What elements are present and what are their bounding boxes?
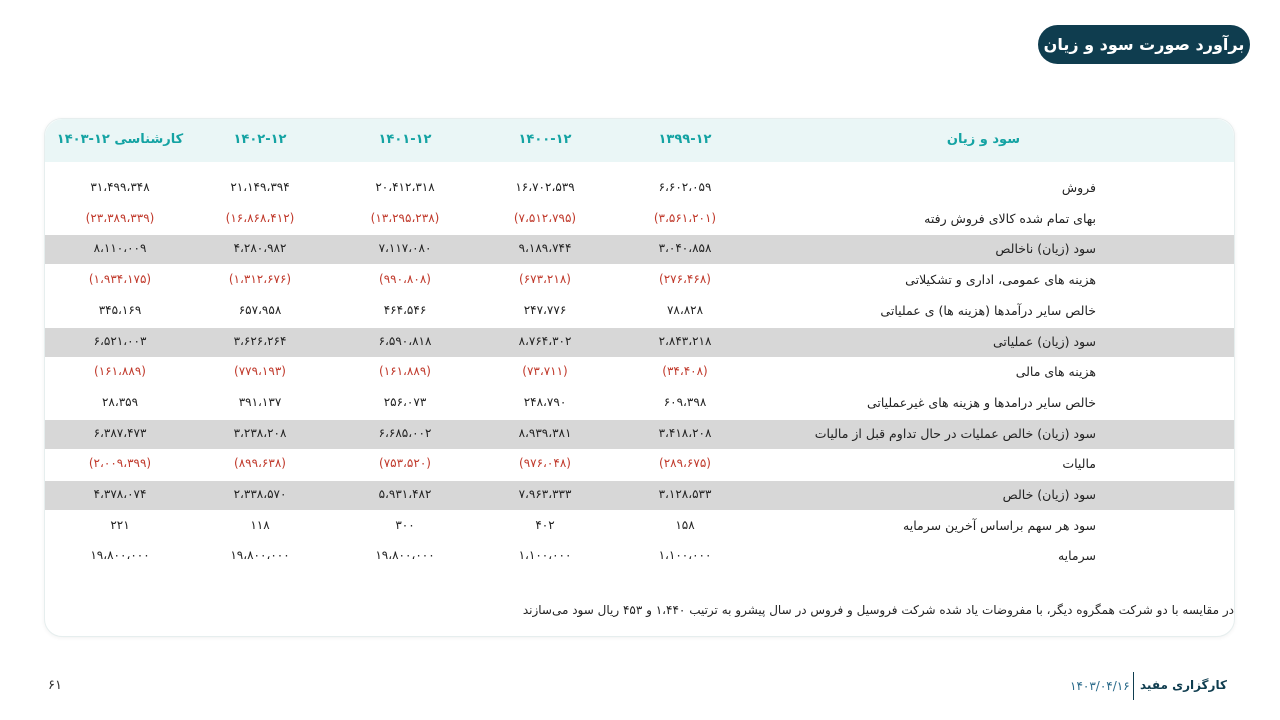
cell-1401: (۹۹۰،۸۰۸) (379, 272, 431, 287)
cell-1402: ۲۱،۱۴۹،۳۹۴ (230, 180, 290, 194)
header-col-1400: ۱۴۰۰-۱۲ (518, 132, 572, 147)
cell-1401: ۶،۶۸۵،۰۰۲ (378, 425, 432, 440)
row-label: سود (زیان) عملیاتی (992, 333, 1096, 349)
cell-1403: ۲۲۱ (110, 517, 130, 532)
cell-1402: (۱،۳۱۲،۶۷۶) (228, 272, 292, 287)
row-label: سرمایه (1057, 548, 1096, 564)
table-row (45, 389, 1234, 418)
table-row (45, 328, 1234, 357)
table-row (45, 512, 1234, 541)
cell-1402: (۱۶،۸۶۸،۴۱۲) (225, 210, 295, 225)
cell-1399: ۶،۶۰۲،۰۵۹ (658, 180, 712, 194)
page-number: ۶۱ (48, 678, 62, 693)
footer-divider (1133, 672, 1134, 700)
table-row (45, 450, 1234, 479)
cell-1399: (۳،۵۶۱،۲۰۱) (653, 210, 717, 225)
table-row (45, 205, 1234, 234)
table-row (45, 358, 1234, 387)
cell-1401: ۲۵۶،۰۷۳ (383, 394, 427, 409)
row-label: هزینه های عمومی، اداری و تشکیلاتی (905, 272, 1096, 288)
table-row (45, 420, 1234, 449)
footnote: در مقایسه با دو شرکت همگروه دیگر، با مفروضات یاد شده شرکت فروسیل و فروس در سال پیشرو به ترتیب ۱،۴۴۰ و ۴۵۳ ریال سود می‌سازند (522, 603, 1234, 617)
table-row (45, 542, 1234, 571)
row-label: خالص سایر درامدها و هزینه های غیرعملیاتی (866, 394, 1096, 410)
cell-1401: ۴۶۴،۵۴۶ (383, 302, 427, 317)
cell-1400: ۷،۹۶۳،۳۳۳ (518, 487, 572, 501)
cell-1400: (۷،۵۱۲،۷۹۵) (513, 210, 577, 225)
cell-1402: (۷۷۹،۱۹۳) (234, 364, 286, 379)
cell-1400: (۶۷۳،۲۱۸) (519, 272, 571, 287)
header-col-1403: کارشناسی ۱۲-۱۴۰۳ (56, 132, 184, 147)
cell-1402: ۳،۶۲۶،۲۶۴ (233, 333, 287, 348)
cell-1399: (۲۸۹،۶۷۵) (659, 456, 711, 471)
cell-1400: ۱۶،۷۰۲،۵۳۹ (515, 180, 575, 194)
cell-1401: ۱۹،۸۰۰،۰۰۰ (375, 548, 435, 563)
cell-1400: ۸،۹۳۹،۳۸۱ (518, 425, 572, 440)
header-col-1399: ۱۳۹۹-۱۲ (658, 132, 712, 147)
cell-1400: (۹۷۶،۰۴۸) (519, 456, 571, 471)
cell-1400: ۱،۱۰۰،۰۰۰ (518, 548, 572, 563)
brand-logo-text: کارگزاری مفید (1140, 678, 1227, 692)
cell-1403: ۲۸،۳۵۹ (101, 394, 139, 409)
cell-1401: (۱۶۱،۸۸۹) (379, 364, 431, 379)
cell-1402: ۱۱۸ (250, 517, 270, 532)
cell-1399: ۲،۸۴۳،۲۱۸ (658, 333, 712, 348)
income-statement-table (44, 118, 1235, 637)
cell-1401: ۷،۱۱۷،۰۸۰ (378, 241, 432, 256)
cell-1400: ۴۰۲ (535, 517, 555, 532)
cell-1403: ۶،۳۸۷،۴۷۳ (93, 425, 147, 440)
row-label: مالیات (1062, 456, 1096, 472)
cell-1399: (۲۷۶،۴۶۸) (659, 272, 711, 287)
cell-1401: (۷۵۳،۵۲۰) (379, 456, 431, 471)
table-row (45, 481, 1234, 510)
page-title: برآورد صورت سود و زیان (1038, 25, 1250, 64)
cell-1401: ۲۰،۴۱۲،۳۱۸ (375, 180, 435, 194)
cell-1403: (۱۶۱،۸۸۹) (94, 364, 146, 379)
row-label: فروش (1061, 180, 1096, 195)
cell-1402: ۶۵۷،۹۵۸ (238, 302, 282, 317)
cell-1401: (۱۳،۲۹۵،۲۳۸) (370, 210, 440, 225)
cell-1399: ۷۸،۸۲۸ (666, 302, 704, 317)
table-header (45, 119, 1234, 162)
cell-1403: (۲۳،۳۸۹،۳۳۹) (85, 210, 155, 225)
cell-1403: (۲،۰۰۹،۳۹۹) (88, 456, 152, 471)
row-label: سود (زیان) خالص (1002, 487, 1096, 502)
row-label: خالص سایر درآمدها (هزینه ها) ی عملیاتی (880, 302, 1096, 318)
row-label: سود (زیان) ناخالص (995, 241, 1096, 257)
cell-1403: ۳۱،۴۹۹،۳۴۸ (90, 180, 150, 194)
cell-1399: ۱۵۸ (675, 517, 695, 532)
cell-1399: ۶۰۹،۳۹۸ (663, 394, 707, 409)
cell-1400: ۲۴۷،۷۷۶ (523, 302, 567, 317)
row-label: سود (زیان) خالص عملیات در حال تداوم قبل از مالیات (814, 425, 1096, 441)
report-date: ۱۴۰۳/۰۴/۱۶ (1070, 679, 1130, 693)
row-label: سود هر سهم براساس آخرین سرمایه (903, 517, 1096, 533)
cell-1400: ۸،۷۶۴،۳۰۲ (518, 333, 572, 348)
cell-1399: ۳،۰۴۰،۸۵۸ (658, 241, 712, 256)
cell-1401: ۳۰۰ (395, 517, 415, 532)
cell-1402: ۴،۲۸۰،۹۸۲ (233, 241, 287, 256)
cell-1399: (۳۴،۴۰۸) (662, 364, 708, 379)
header-col-1402: ۱۴۰۲-۱۲ (233, 132, 287, 147)
cell-1402: ۳،۲۳۸،۲۰۸ (233, 425, 287, 440)
cell-1402: ۳۹۱،۱۳۷ (238, 394, 282, 409)
row-label: بهای تمام شده کالای فروش رفته (924, 210, 1096, 226)
cell-1400: (۷۳،۷۱۱) (522, 364, 568, 379)
table-row (45, 235, 1234, 264)
cell-1400: ۲۴۸،۷۹۰ (523, 394, 567, 409)
cell-1403: ۶،۵۲۱،۰۰۳ (93, 333, 147, 348)
header-col-1401: ۱۴۰۱-۱۲ (378, 132, 432, 147)
cell-1399: ۳،۱۲۸،۵۳۳ (658, 487, 712, 501)
row-label: هزینه های مالی (1015, 364, 1096, 380)
cell-1403: ۱۹،۸۰۰،۰۰۰ (90, 548, 150, 563)
cell-1403: ۴،۳۷۸،۰۷۴ (93, 487, 147, 501)
cell-1403: ۳۴۵،۱۶۹ (98, 302, 142, 317)
table-row (45, 297, 1234, 326)
cell-1403: ۸،۱۱۰،۰۰۹ (93, 241, 147, 256)
cell-1403: (۱،۹۳۴،۱۷۵) (88, 272, 152, 287)
cell-1402: ۱۹،۸۰۰،۰۰۰ (230, 548, 290, 563)
cell-1402: (۸۹۹،۶۳۸) (234, 456, 286, 471)
cell-1400: ۹،۱۸۹،۷۴۴ (518, 241, 572, 256)
cell-1399: ۳،۴۱۸،۲۰۸ (658, 425, 712, 440)
header-label: سود و زیان (946, 132, 1020, 147)
table-row (45, 266, 1234, 295)
table-row (45, 174, 1234, 203)
cell-1401: ۶،۵۹۰،۸۱۸ (378, 333, 432, 348)
cell-1402: ۲،۳۳۸،۵۷۰ (233, 487, 287, 501)
cell-1399: ۱،۱۰۰،۰۰۰ (658, 548, 712, 563)
cell-1401: ۵،۹۳۱،۴۸۲ (378, 487, 432, 501)
